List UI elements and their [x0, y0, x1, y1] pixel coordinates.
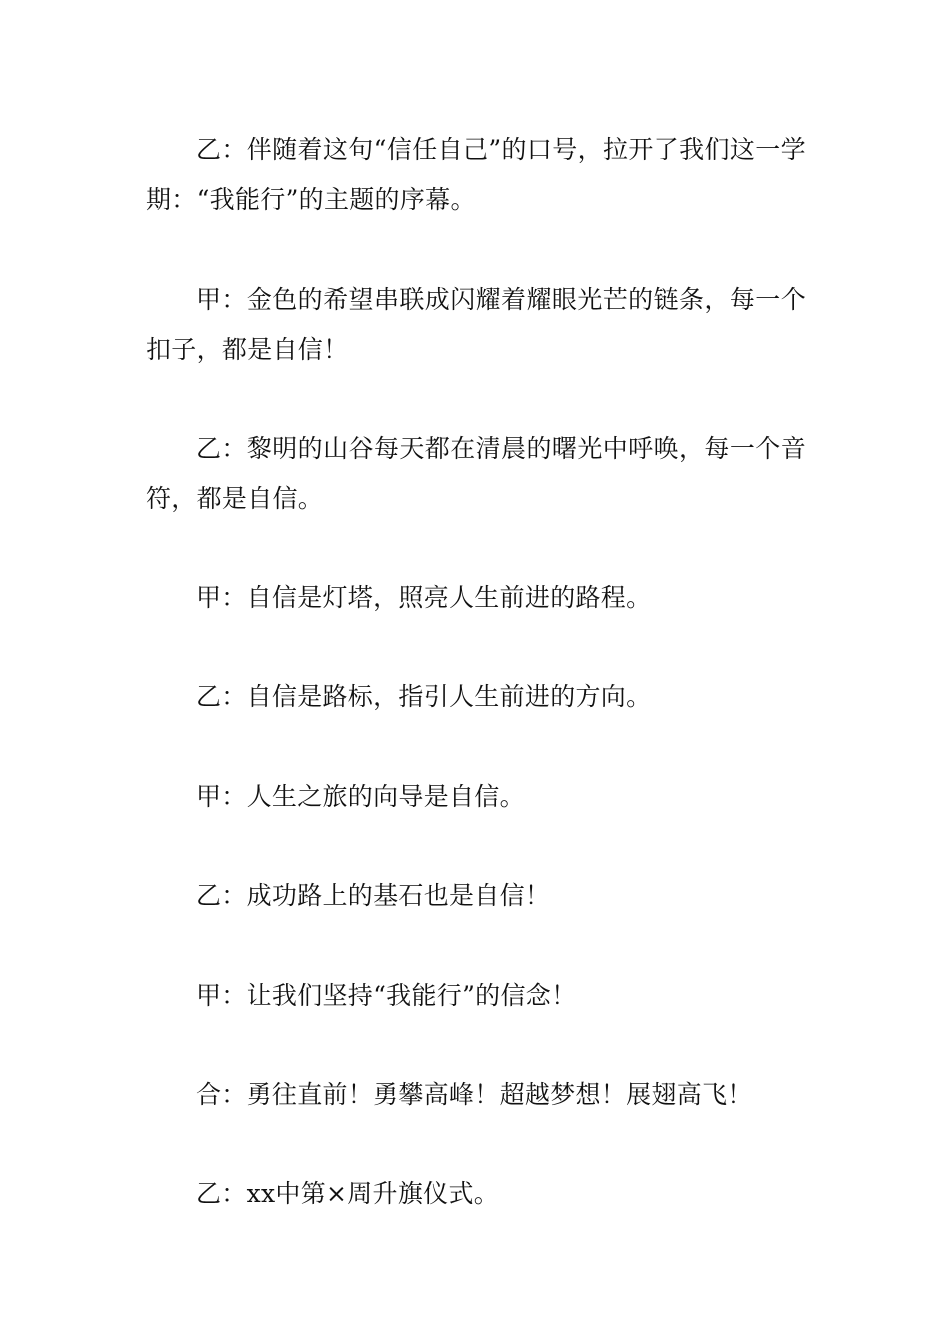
dialogue-paragraph: 合：勇往直前！勇攀高峰！超越梦想！展翅高飞！	[196, 1080, 753, 1109]
dialogue-paragraph: 甲：金色的希望串联成闪耀着耀眼光芒的链条，每一个扣子，都是自信！	[146, 285, 806, 364]
dialogue-paragraph: 乙：自信是路标，指引人生前进的方向。	[196, 682, 652, 711]
dialogue-paragraph: 乙：黎明的山谷每天都在清晨的曙光中呼唤，每一个音符，都是自信。	[146, 434, 806, 513]
dialogue-paragraph: 甲：人生之旅的向导是自信。	[196, 782, 525, 811]
dialogue-paragraph: 乙：伴随着这句“信任自己”的口号，拉开了我们这一学期：“我能行”的主题的序幕。	[146, 135, 806, 214]
dialogue-paragraph: 甲：自信是灯塔，照亮人生前进的路程。	[196, 583, 652, 612]
dialogue-paragraph: 乙：成功路上的基石也是自信！	[196, 881, 551, 910]
dialogue-paragraph: 乙：xx中第×周升旗仪式。	[196, 1179, 500, 1208]
dialogue-paragraph: 甲：让我们坚持“我能行”的信念！	[196, 981, 577, 1010]
